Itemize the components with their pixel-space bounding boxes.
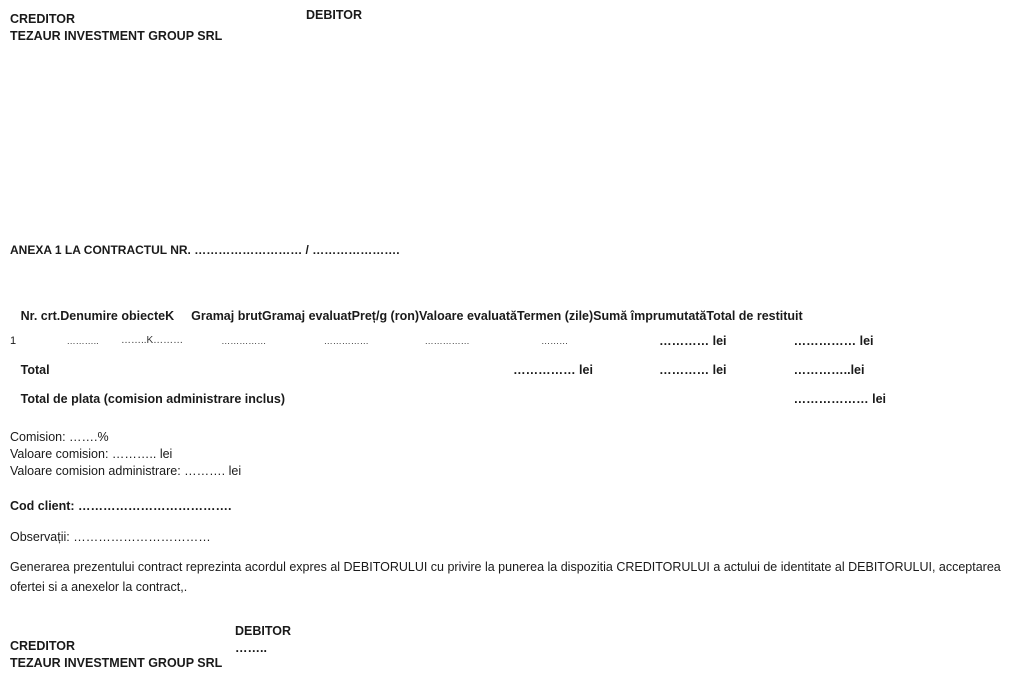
table-header-row (10, 306, 1030, 326)
cell-nr: 1 (10, 334, 17, 347)
col-header: Termen (zile) (517, 309, 594, 323)
col-header: Valoare evaluată (419, 309, 517, 323)
col-header: Total de restituit (706, 309, 803, 323)
col-header (10, 306, 21, 326)
footer-creditor-name: TEZAUR INVESTMENT GROUP SRL (10, 656, 223, 670)
cell-gramaj-evaluat: …………… (323, 335, 369, 346)
fees-block (10, 429, 241, 480)
creditor-block (10, 11, 222, 45)
total-restituit: …………..lei (793, 362, 865, 377)
col-header: K (165, 309, 175, 323)
debitor-label: DEBITOR (306, 8, 363, 22)
total-valoare: …………… lei (513, 362, 593, 377)
total-label: Total (20, 362, 50, 377)
total-plata-restituit: ……………… lei (793, 391, 886, 406)
col-header: Gramaj evaluat (262, 309, 352, 323)
cell-k: ……..K……… (120, 335, 184, 346)
cell-termen: ………… lei (659, 333, 727, 348)
comision-line: Comision: …….% (10, 430, 109, 444)
valoare-comision-line: Valoare comision: ……….. lei (10, 447, 173, 461)
valoare-admin-line: Valoare comision administrare: ………. lei (10, 464, 242, 478)
creditor-label: CREDITOR (10, 12, 76, 26)
col-header: Preț/g (ron) (351, 309, 420, 323)
table-row-total-plata (10, 384, 1030, 413)
col-header: Gramaj brut (191, 309, 263, 323)
footer-debitor-dots: …….. (235, 641, 267, 655)
cell-suma: …………… lei (793, 333, 874, 348)
col-header: Denumire obiecte (60, 309, 166, 323)
annex-table (10, 306, 1030, 413)
cell-denumire: ……….. (66, 335, 99, 346)
footer-creditor-block (10, 638, 222, 672)
consent-paragraph: Generarea prezentului contract reprezinta acordul expres al DEBITORULUI cu privire la punerea la dispozitia CREDITORULUI a actului de identitate al DEBITORULUI, acceptarea ofertei si a anexelor la contract,. (10, 560, 1001, 594)
footer-debitor-label: DEBITOR (235, 624, 292, 638)
footer-creditor-label: CREDITOR (10, 639, 76, 653)
table-row (10, 326, 1030, 355)
footer-debitor-block (235, 623, 291, 657)
cell-pret: …………… (424, 335, 470, 346)
cod-client: Cod client: ………………………………. (10, 499, 232, 513)
total-plata-label: Total de plata (comision administrare inclus) (20, 391, 286, 406)
annex-title: ANEXA 1 LA CONTRACTUL NR. ……………………… / …………………. (10, 243, 400, 257)
table-row-total (10, 355, 1030, 384)
cell-gramaj-brut: …………… (221, 335, 267, 346)
observatii: Observații: …………………………… (10, 530, 211, 544)
col-header: Nr. crt. (20, 309, 61, 323)
total-suma: ………… lei (659, 362, 727, 377)
creditor-name: TEZAUR INVESTMENT GROUP SRL (10, 29, 223, 43)
col-header: Sumă împrumutată (593, 309, 707, 323)
cell-valoare: ……… (541, 335, 569, 346)
